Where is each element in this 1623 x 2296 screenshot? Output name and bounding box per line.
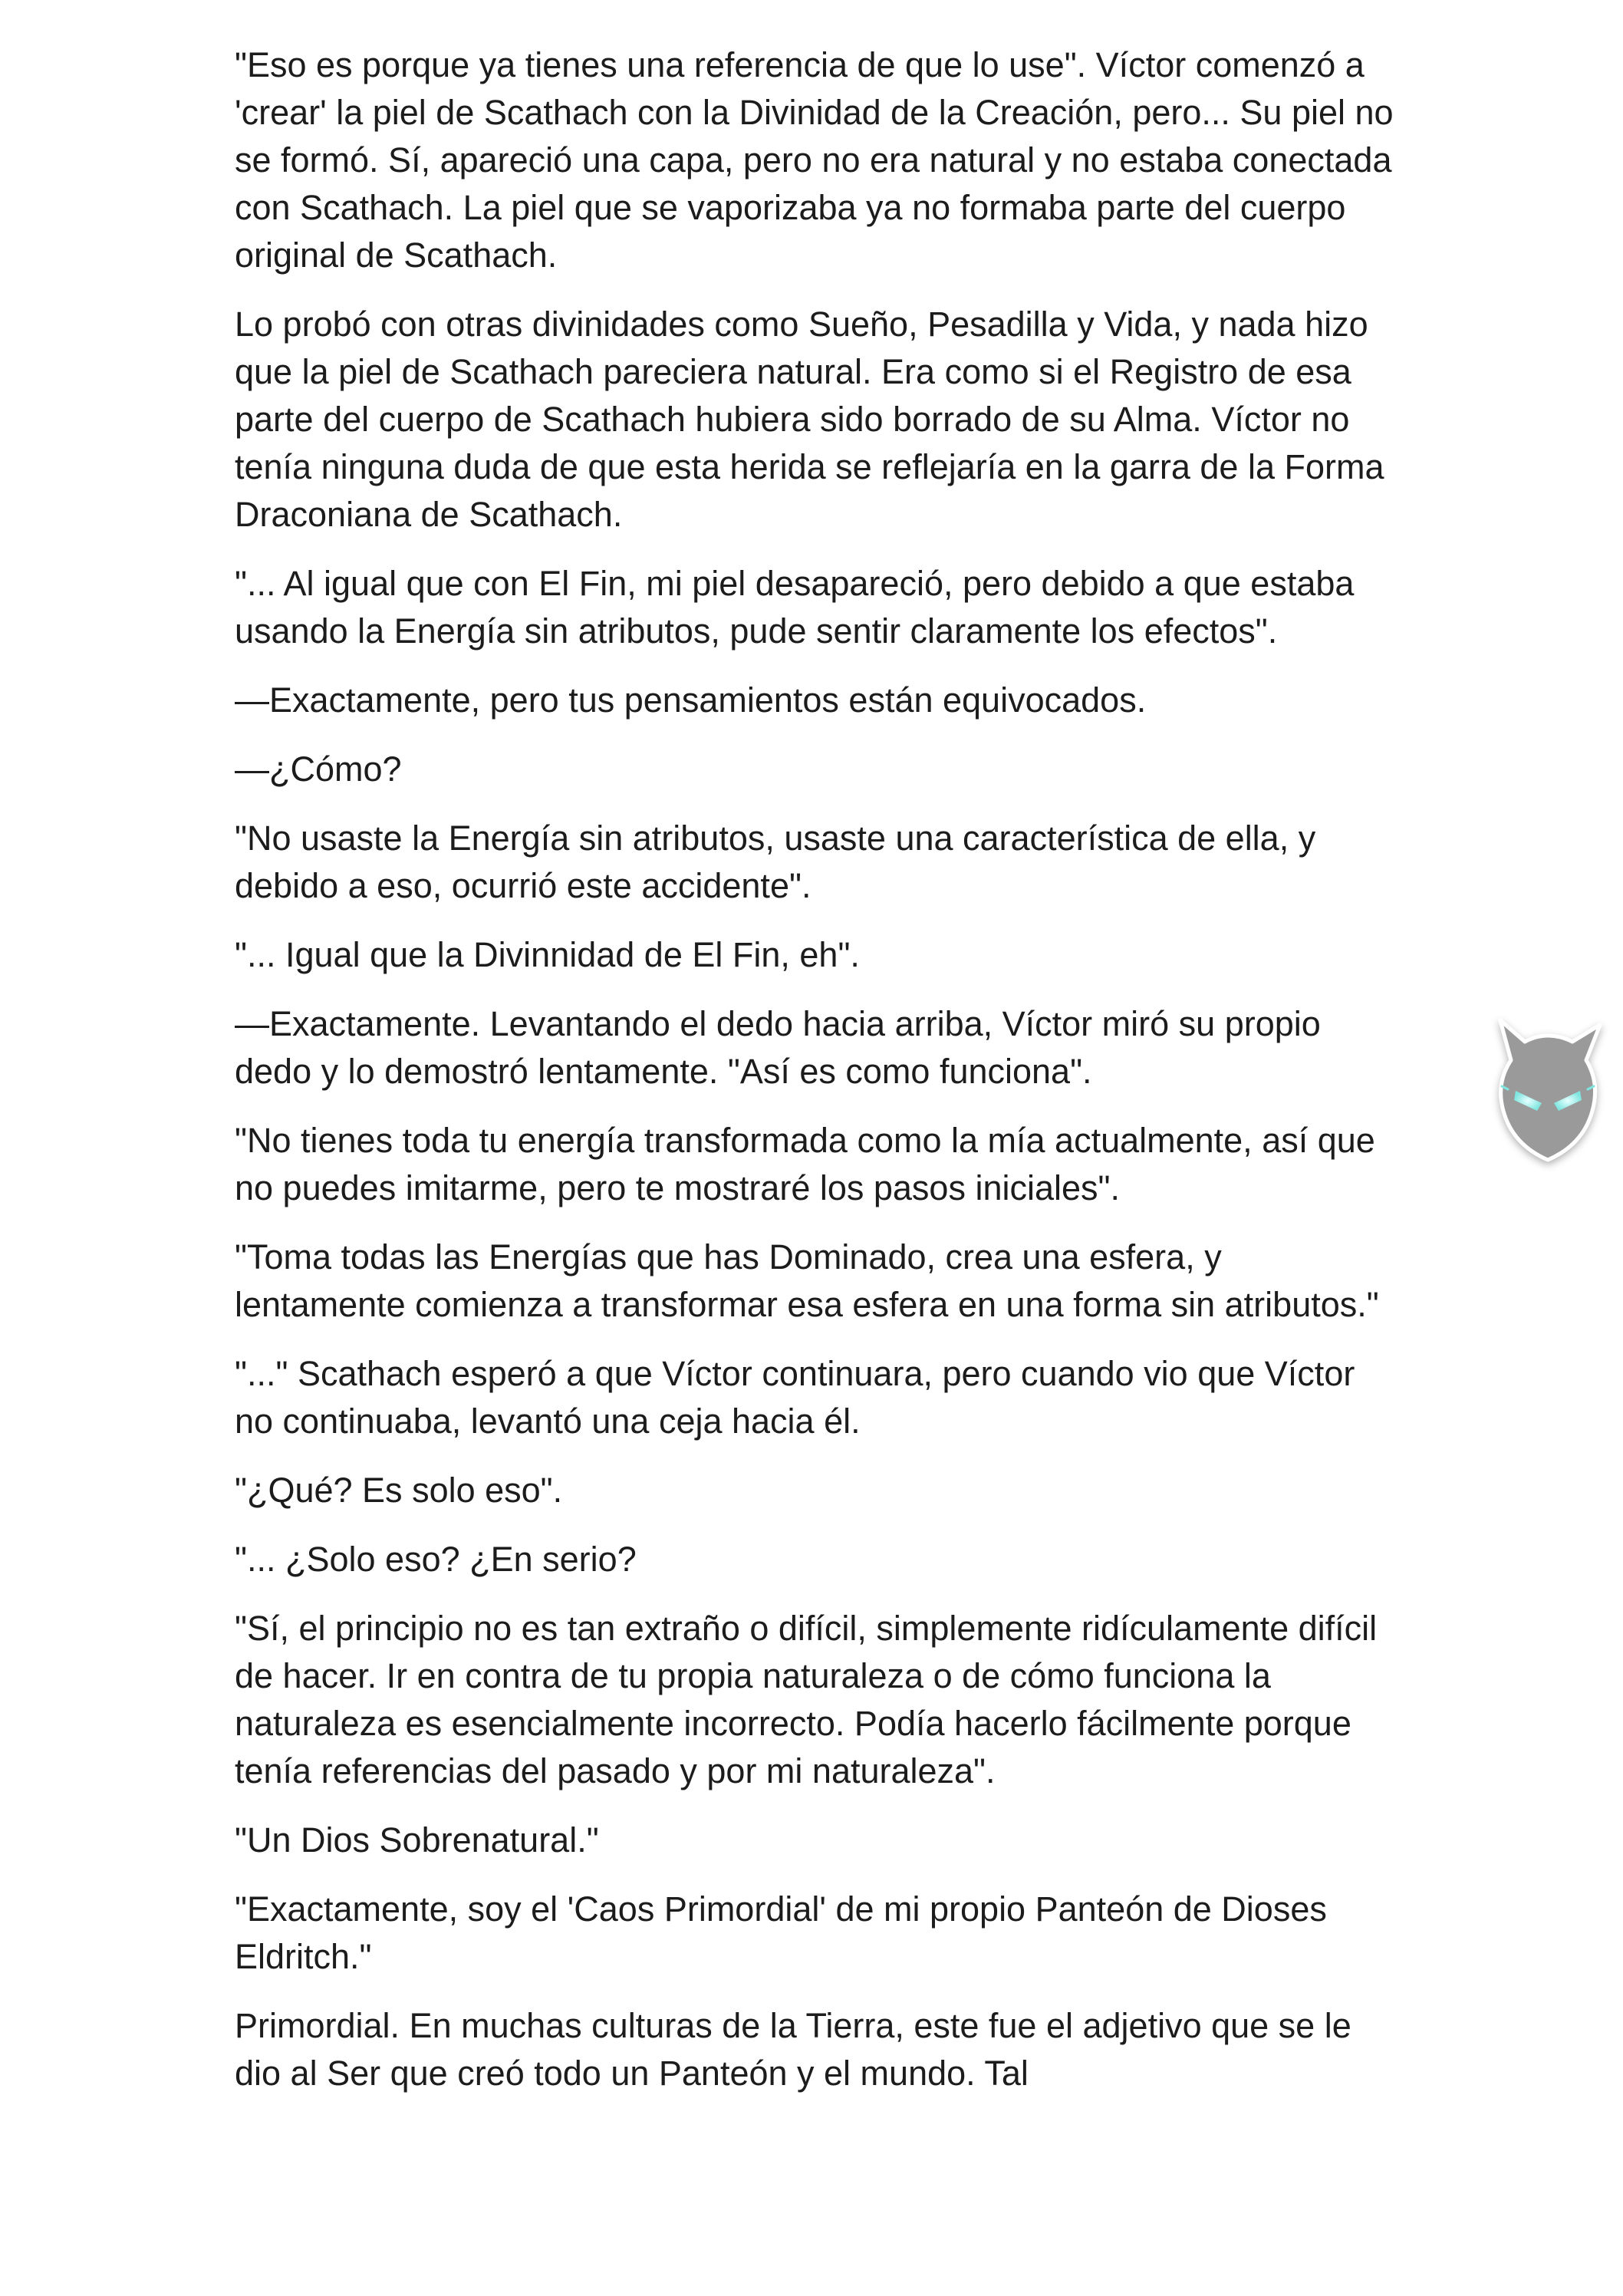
paragraph-7: "... Igual que la Divinnidad de El Fin, eh". xyxy=(235,935,860,974)
paragraph-4: —Exactamente, pero tus pensamientos están equivocados. xyxy=(235,680,1147,720)
paragraph-3: "... Al igual que con El Fin, mi piel desapareció, pero debido a que estaba usando la Energía sin atributos, pude sentir claramente los efectos". xyxy=(235,564,1355,651)
paragraph-14: "Sí, el principio no es tan extraño o difícil, simplemente ridículamente difícil de hacer. Ir en contra de tu propia naturaleza o de cómo funciona la naturaleza es esencialmente incorrecto. Podía hacerlo fácilmente porque tenía referencias del pasado y por mi naturaleza". xyxy=(235,1609,1378,1790)
paragraph-17: Primordial. En muchas culturas de la Tierra, este fue el adjetivo que se le dio al Ser que creó todo un Panteón y el mundo. Tal xyxy=(235,2006,1351,2093)
demon-head-icon xyxy=(1471,997,1623,1174)
paragraph-12: "¿Qué? Es solo eso". xyxy=(235,1471,563,1510)
paragraph-16: "Exactamente, soy el 'Caos Primordial' de mi propio Panteón de Dioses Eldritch." xyxy=(235,1889,1327,1976)
paragraph-1: "Eso es porque ya tienes una referencia de que lo use". Víctor comenzó a 'crear' la piel de Scathach con la Divinidad de la Creación, pero... Su piel no se formó. Sí, apareció una capa, pero no era natural y no estaba conectada con Scathach. La piel que se vaporizaba ya no formaba parte del cuerpo original de Scathach. xyxy=(235,45,1394,275)
paragraph-13: "... ¿Solo eso? ¿En serio? xyxy=(235,1540,637,1579)
paragraph-15: "Un Dios Sobrenatural." xyxy=(235,1820,599,1860)
paragraph-9: "No tienes toda tu energía transformada como la mía actualmente, así que no puedes imitarme, pero te mostraré los pasos iniciales". xyxy=(235,1121,1375,1207)
paragraph-11: "..." Scathach esperó a que Víctor continuara, pero cuando vio que Víctor no continuaba, levantó una ceja hacia él. xyxy=(235,1354,1355,1441)
paragraph-10: "Toma todas las Energías que has Dominado, crea una esfera, y lentamente comienza a transformar esa esfera en una forma sin atributos." xyxy=(235,1237,1379,1324)
paragraph-2: Lo probó con otras divinidades como Sueño, Pesadilla y Vida, y nada hizo que la piel de Scathach pareciera natural. Era como si el Registro de esa parte del cuerpo de Scathach hubiera sido borrado de su Alma. Víctor no tenía ninguna duda de que esta herida se reflejaría en la garra de la Forma Draconiana de Scathach. xyxy=(235,305,1384,534)
document-body xyxy=(235,41,1401,2119)
paragraph-5: —¿Cómo? xyxy=(235,749,402,789)
paragraph-8: —Exactamente. Levantando el dedo hacia arriba, Víctor miró su propio dedo y lo demostró lentamente. "Así es como funciona". xyxy=(235,1004,1321,1091)
paragraph-6: "No usaste la Energía sin atributos, usaste una característica de ella, y debido a eso, ocurrió este accidente". xyxy=(235,819,1316,905)
